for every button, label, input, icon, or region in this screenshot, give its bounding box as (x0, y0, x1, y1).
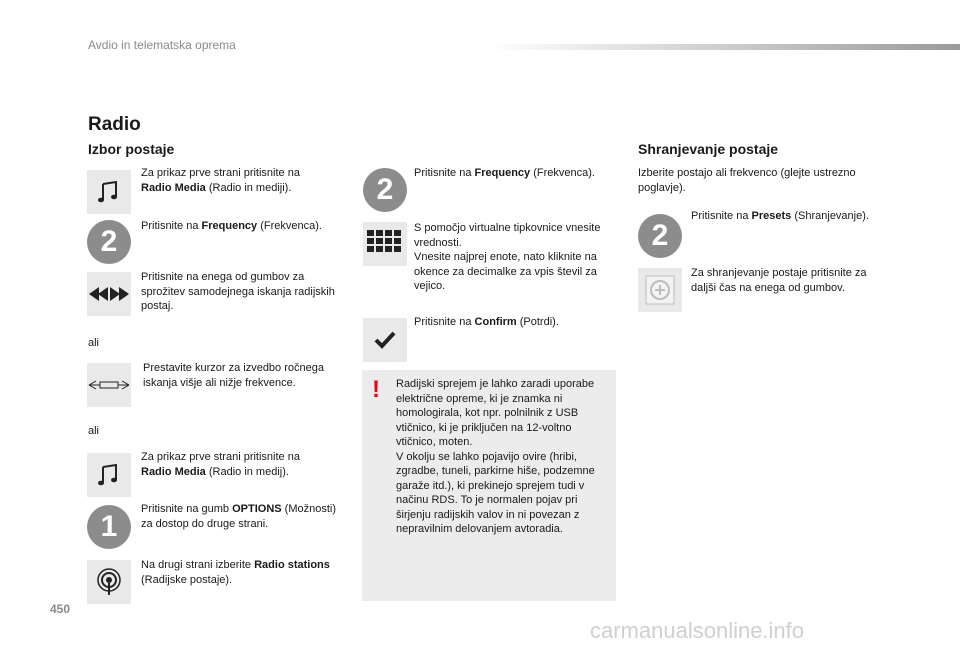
header-bar (488, 44, 960, 50)
page-title: Radio (88, 114, 141, 135)
save-intro: Izberite postajo ali frekvenco (glejte ustrezno poglavje). (638, 167, 856, 194)
step-virtual-keyboard: S pomočjo virtualne tipkovnice vnesite vrednosti. Vnesite najprej enote, nato kliknite na okence za decimalke za vpis števil za vejico. (414, 222, 601, 292)
step-badge-2: 2 (87, 220, 131, 264)
step-long-press: Za shranjevanje postaje pritisnite za daljši čas na enega od gumbov. (691, 267, 867, 294)
step-radio-media: Za prikaz prve strani pritisnite na Radio Media (Radio in mediji). (141, 167, 300, 194)
step-frequency-mid: Pritisnite na Frequency (Frekvenca). (414, 167, 595, 179)
watermark: carmanualsonline.info (590, 618, 805, 643)
step-radio-stations: Na drugi strani izberite Radio stations (Radijske postaje). (141, 559, 330, 586)
confirm-check-icon (363, 318, 407, 362)
or-label-1: ali (88, 337, 100, 349)
music-note-icon (87, 453, 131, 497)
step-confirm: Pritisnite na Confirm (Potrdi). (414, 316, 559, 328)
warning-note-text: Radijski sprejem je lahko zaradi uporabe električne opreme, ki je znamka ni homologirala, kot npr. polnilnik z USB vtičnico, ki je priključen na 12-voltno vtičnico, moten. V okolju se lahko pojavijo ovire (hribi, zgradbe, tuneli, parkirne hiše, podzemne garaže itd.), ki prekinejo sprejem tudi v načinu RDS. To je normalen pojav pri širjenju radijskih valov in ni povezan z nepravilnim delovanjem avtoradia. (396, 378, 595, 535)
music-note-icon (87, 170, 131, 214)
step-auto-search: Pritisnite na enega od gumbov za sprožitev samodejnega iskanja radijskih postaj. (141, 271, 335, 312)
running-header: Avdio in telematska oprema (88, 38, 236, 52)
step-badge-2: 2 (363, 168, 407, 212)
step-badge-2: 2 (638, 214, 682, 258)
frequency-slider-icon (87, 363, 131, 407)
step-badge-1: 1 (87, 505, 131, 549)
add-preset-icon (638, 268, 682, 312)
warning-exclamation-icon: ! (372, 376, 380, 403)
keypad-icon (363, 222, 407, 266)
step-frequency: Pritisnite na Frequency (Frekvenca). (141, 220, 322, 232)
section-heading-shranjevanje: Shranjevanje postaje (638, 141, 779, 157)
section-heading-izbor: Izbor postaje (88, 141, 175, 157)
step-options: Pritisnite na gumb OPTIONS (Možnosti) za dostop do druge strani. (141, 503, 337, 530)
radio-stations-icon (87, 560, 131, 604)
step-presets: Pritisnite na Presets (Shranjevanje). (691, 210, 869, 222)
step-manual-search: Prestavite kurzor za izvedbo ročnega iskanja višje ali nižje frekvence. (143, 362, 324, 389)
seek-buttons-icon (87, 272, 131, 316)
page-number: 450 (50, 602, 71, 616)
or-label-2: ali (88, 425, 100, 437)
step-radio-media-2: Za prikaz prve strani pritisnite na Radio Media (Radio in medij). (141, 451, 300, 478)
